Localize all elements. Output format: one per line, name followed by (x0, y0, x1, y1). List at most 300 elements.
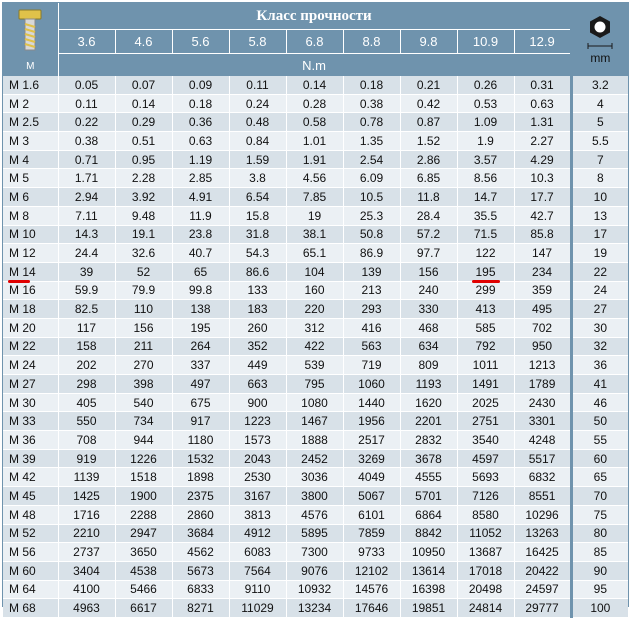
torque-value-cell: 2860 (172, 505, 229, 524)
torque-value-cell: 0.28 (286, 94, 343, 113)
torque-value-cell: 16398 (400, 580, 457, 599)
torque-value-cell: 0.18 (172, 94, 229, 113)
torque-value-cell: 10932 (286, 580, 343, 599)
torque-value-cell: 352 (229, 337, 286, 356)
torque-value-cell: 3.92 (115, 188, 172, 207)
bolt-size-cell: M 68 (3, 599, 58, 618)
torque-value-cell: 4597 (457, 449, 514, 468)
torque-value-cell: 1573 (229, 431, 286, 450)
torque-value-cell: 0.48 (229, 113, 286, 132)
torque-value-cell: 3800 (286, 487, 343, 506)
wrench-size-cell: 3.2 (571, 76, 628, 94)
torque-value-cell: 0.14 (286, 76, 343, 94)
bolt-size-cell: M 52 (3, 524, 58, 543)
torque-value-cell: 0.36 (172, 113, 229, 132)
torque-value-cell: 1.71 (58, 169, 115, 188)
torque-value-cell: 0.58 (286, 113, 343, 132)
torque-value-cell: 10.5 (343, 188, 400, 207)
torque-value-cell: 19.1 (115, 225, 172, 244)
torque-value-cell: 9110 (229, 580, 286, 599)
table-row (3, 318, 628, 337)
wrench-size-cell: 50 (571, 412, 628, 431)
wrench-size-cell: 13 (571, 206, 628, 225)
torque-value-cell: 919 (58, 449, 115, 468)
torque-value-cell: 0.21 (400, 76, 457, 94)
torque-value-cell: 0.14 (115, 94, 172, 113)
wrench-size-cell: 46 (571, 393, 628, 412)
table-row (3, 113, 628, 132)
hex-nut-icon (588, 15, 612, 39)
torque-value-cell: 5067 (343, 487, 400, 506)
torque-value-cell: 0.42 (400, 94, 457, 113)
torque-value-cell: 183 (229, 300, 286, 319)
torque-value-cell: 2.86 (400, 150, 457, 169)
table-row (3, 262, 628, 281)
torque-value-cell: 416 (343, 318, 400, 337)
torque-value-cell: 1080 (286, 393, 343, 412)
torque-value-cell: 7859 (343, 524, 400, 543)
torque-value-cell: 5466 (115, 580, 172, 599)
torque-value-cell: 20498 (457, 580, 514, 599)
torque-value-cell: 4562 (172, 543, 229, 562)
torque-value-cell: 0.11 (58, 94, 115, 113)
torque-value-cell: 3650 (115, 543, 172, 562)
wrench-size-cell: 32 (571, 337, 628, 356)
torque-value-cell: 52 (115, 262, 172, 281)
table-row (3, 356, 628, 375)
torque-value-cell: 2947 (115, 524, 172, 543)
torque-value-cell: 17646 (343, 599, 400, 618)
torque-value-cell: 1193 (400, 375, 457, 394)
table-row (3, 188, 628, 207)
torque-value-cell: 11052 (457, 524, 514, 543)
table-row (3, 580, 628, 599)
strength-class-header: 9.8 (400, 30, 457, 54)
torque-value-cell: 8271 (172, 599, 229, 618)
torque-value-cell: 1467 (286, 412, 343, 431)
torque-value-cell: 24597 (514, 580, 571, 599)
torque-value-cell: 202 (58, 356, 115, 375)
torque-value-cell: 312 (286, 318, 343, 337)
torque-value-cell: 35.5 (457, 206, 514, 225)
bolt-size-cell: M 1.6 (3, 76, 58, 94)
table-row (3, 76, 628, 94)
torque-value-cell: 6101 (343, 505, 400, 524)
torque-value-cell: 3301 (514, 412, 571, 431)
bolt-size-cell: M 8 (3, 206, 58, 225)
torque-value-cell: 4049 (343, 468, 400, 487)
torque-value-cell: 1425 (58, 487, 115, 506)
table-row (3, 225, 628, 244)
torque-value-cell: 4963 (58, 599, 115, 618)
torque-value-cell: 6864 (400, 505, 457, 524)
torque-value-cell: 3.8 (229, 169, 286, 188)
torque-value-cell: 1060 (343, 375, 400, 394)
torque-value-cell: 2430 (514, 393, 571, 412)
table-row (3, 431, 628, 450)
torque-value-cell: 1532 (172, 449, 229, 468)
wrench-unit-label: mm (590, 50, 611, 65)
unit-label: N.m (58, 54, 571, 77)
table-row (3, 337, 628, 356)
torque-value-cell: 1.01 (286, 132, 343, 151)
torque-value-cell: 1226 (115, 449, 172, 468)
torque-value-cell: 5673 (172, 561, 229, 580)
torque-value-cell: 6.09 (343, 169, 400, 188)
torque-value-cell: 213 (343, 281, 400, 300)
torque-value-cell: 4538 (115, 561, 172, 580)
torque-value-cell: 16425 (514, 543, 571, 562)
torque-value-cell: 1.91 (286, 150, 343, 169)
torque-value-cell: 138 (172, 300, 229, 319)
torque-value-cell: 13614 (400, 561, 457, 580)
torque-value-cell: 3540 (457, 431, 514, 450)
torque-value-cell: 14.7 (457, 188, 514, 207)
torque-value-cell: 156 (115, 318, 172, 337)
wrench-size-cell: 65 (571, 468, 628, 487)
torque-value-cell: 413 (457, 300, 514, 319)
torque-value-cell: 1213 (514, 356, 571, 375)
strength-class-header: 8.8 (343, 30, 400, 54)
torque-value-cell: 585 (457, 318, 514, 337)
torque-value-cell: 24814 (457, 599, 514, 618)
bolt-size-cell: M 39 (3, 449, 58, 468)
table-row (3, 468, 628, 487)
torque-value-cell: 10.3 (514, 169, 571, 188)
torque-value-cell: 2.94 (58, 188, 115, 207)
bolt-size-cell: M 14 (3, 262, 58, 281)
torque-value-cell: 2530 (229, 468, 286, 487)
wrench-size-cell: 95 (571, 580, 628, 599)
bolt-size-cell: M 30 (3, 393, 58, 412)
torque-value-cell: 139 (343, 262, 400, 281)
table-row (3, 487, 628, 506)
wrench-size-cell: 10 (571, 188, 628, 207)
torque-value-cell: 11029 (229, 599, 286, 618)
torque-value-cell: 1491 (457, 375, 514, 394)
torque-value-cell: 0.22 (58, 113, 115, 132)
torque-value-cell: 293 (343, 300, 400, 319)
wrench-size-cell: 75 (571, 505, 628, 524)
wrench-size-cell: 5.5 (571, 132, 628, 151)
wrench-size-cell: 4 (571, 94, 628, 113)
table-row (3, 169, 628, 188)
torque-value-cell: 65 (172, 262, 229, 281)
strength-class-header: 6.8 (286, 30, 343, 54)
torque-value-cell: 1620 (400, 393, 457, 412)
strength-class-header: 10.9 (457, 30, 514, 54)
torque-value-cell: 298 (58, 375, 115, 394)
torque-value-cell: 79.9 (115, 281, 172, 300)
torque-value-cell: 234 (514, 262, 571, 281)
torque-value-cell: 2751 (457, 412, 514, 431)
torque-value-cell: 950 (514, 337, 571, 356)
wrench-size-cell: 17 (571, 225, 628, 244)
torque-value-cell: 97.7 (400, 244, 457, 263)
torque-value-cell: 99.8 (172, 281, 229, 300)
torque-value-cell: 122 (457, 244, 514, 263)
torque-value-cell: 1180 (172, 431, 229, 450)
torque-value-cell: 86.6 (229, 262, 286, 281)
torque-value-cell: 4576 (286, 505, 343, 524)
torque-table-frame (2, 2, 629, 616)
torque-value-cell: 8842 (400, 524, 457, 543)
torque-value-cell: 2.85 (172, 169, 229, 188)
torque-value-cell: 2210 (58, 524, 115, 543)
torque-value-cell: 1716 (58, 505, 115, 524)
torque-value-cell: 1.09 (457, 113, 514, 132)
torque-value-cell: 11.8 (400, 188, 457, 207)
wrench-header-cell (571, 3, 628, 76)
bolt-size-cell: M 56 (3, 543, 58, 562)
torque-value-cell: 468 (400, 318, 457, 337)
torque-value-cell: 3678 (400, 449, 457, 468)
torque-value-cell: 13263 (514, 524, 571, 543)
torque-value-cell: 3167 (229, 487, 286, 506)
torque-value-cell: 25.3 (343, 206, 400, 225)
wrench-size-cell: 55 (571, 431, 628, 450)
wrench-size-cell: 24 (571, 281, 628, 300)
table-row (3, 206, 628, 225)
torque-value-cell: 5701 (400, 487, 457, 506)
torque-value-cell: 1223 (229, 412, 286, 431)
bolt-size-cell: M 5 (3, 169, 58, 188)
torque-value-cell: 0.95 (115, 150, 172, 169)
torque-value-cell: 3813 (229, 505, 286, 524)
torque-value-cell: 270 (115, 356, 172, 375)
torque-value-cell: 7.11 (58, 206, 115, 225)
torque-value-cell: 809 (400, 356, 457, 375)
torque-value-cell: 24.4 (58, 244, 115, 263)
bolt-size-cell: M 2 (3, 94, 58, 113)
torque-value-cell: 337 (172, 356, 229, 375)
torque-value-cell: 195 (457, 262, 514, 281)
torque-value-cell: 719 (343, 356, 400, 375)
torque-value-cell: 10296 (514, 505, 571, 524)
bolt-size-cell: M 10 (3, 225, 58, 244)
strength-class-header: 3.6 (58, 30, 115, 54)
torque-value-cell: 6.85 (400, 169, 457, 188)
wrench-size-cell: 41 (571, 375, 628, 394)
torque-value-cell: 14.3 (58, 225, 115, 244)
highlight-marker-size (8, 280, 30, 283)
torque-value-cell: 550 (58, 412, 115, 431)
torque-value-cell: 117 (58, 318, 115, 337)
torque-value-cell: 4912 (229, 524, 286, 543)
table-row (3, 505, 628, 524)
torque-value-cell: 260 (229, 318, 286, 337)
torque-value-cell: 2025 (457, 393, 514, 412)
torque-value-cell: 5517 (514, 449, 571, 468)
torque-table (3, 3, 628, 618)
torque-value-cell: 495 (514, 300, 571, 319)
torque-value-cell: 0.24 (229, 94, 286, 113)
torque-value-cell: 59.9 (58, 281, 115, 300)
torque-value-cell: 1139 (58, 468, 115, 487)
torque-value-cell: 795 (286, 375, 343, 394)
bolt-header-cell (3, 3, 58, 76)
torque-value-cell: 2452 (286, 449, 343, 468)
torque-value-cell: 2.28 (115, 169, 172, 188)
torque-value-cell: 422 (286, 337, 343, 356)
torque-value-cell: 449 (229, 356, 286, 375)
wrench-size-cell: 8 (571, 169, 628, 188)
torque-value-cell: 5895 (286, 524, 343, 543)
torque-value-cell: 4.91 (172, 188, 229, 207)
bolt-size-cell: M 24 (3, 356, 58, 375)
strength-class-header: 4.6 (115, 30, 172, 54)
torque-value-cell: 1.9 (457, 132, 514, 151)
torque-value-cell: 634 (400, 337, 457, 356)
torque-value-cell: 0.84 (229, 132, 286, 151)
table-row (3, 244, 628, 263)
torque-value-cell: 7.85 (286, 188, 343, 207)
bolt-size-cell: M 4 (3, 150, 58, 169)
torque-value-cell: 42.7 (514, 206, 571, 225)
torque-value-cell: 702 (514, 318, 571, 337)
torque-value-cell: 0.18 (343, 76, 400, 94)
torque-value-cell: 11.9 (172, 206, 229, 225)
torque-value-cell: 9076 (286, 561, 343, 580)
torque-value-cell: 1789 (514, 375, 571, 394)
torque-value-cell: 2288 (115, 505, 172, 524)
torque-value-cell: 8.56 (457, 169, 514, 188)
torque-value-cell: 15.8 (229, 206, 286, 225)
torque-value-cell: 195 (172, 318, 229, 337)
torque-value-cell: 2832 (400, 431, 457, 450)
wrench-size-cell: 90 (571, 561, 628, 580)
torque-value-cell: 792 (457, 337, 514, 356)
table-row (3, 393, 628, 412)
torque-value-cell: 8551 (514, 487, 571, 506)
bolt-size-cell: M 64 (3, 580, 58, 599)
torque-value-cell: 6.54 (229, 188, 286, 207)
table-row (3, 561, 628, 580)
torque-value-cell: 110 (115, 300, 172, 319)
wrench-size-cell: 27 (571, 300, 628, 319)
strength-class-header: 5.8 (229, 30, 286, 54)
torque-value-cell: 0.05 (58, 76, 115, 94)
torque-value-cell: 54.3 (229, 244, 286, 263)
torque-value-cell: 5693 (457, 468, 514, 487)
torque-value-cell: 6833 (172, 580, 229, 599)
wrench-size-cell: 80 (571, 524, 628, 543)
torque-value-cell: 158 (58, 337, 115, 356)
torque-value-cell: 2737 (58, 543, 115, 562)
torque-value-cell: 539 (286, 356, 343, 375)
table-row (3, 132, 628, 151)
table-row (3, 300, 628, 319)
torque-value-cell: 19 (286, 206, 343, 225)
torque-value-cell: 8580 (457, 505, 514, 524)
torque-value-cell: 675 (172, 393, 229, 412)
wrench-size-cell: 70 (571, 487, 628, 506)
torque-value-cell: 0.09 (172, 76, 229, 94)
torque-value-cell: 0.29 (115, 113, 172, 132)
torque-value-cell: 299 (457, 281, 514, 300)
wrench-size-cell: 30 (571, 318, 628, 337)
torque-value-cell: 23.8 (172, 225, 229, 244)
torque-value-cell: 3684 (172, 524, 229, 543)
torque-value-cell: 3.57 (457, 150, 514, 169)
torque-value-cell: 1956 (343, 412, 400, 431)
torque-value-cell: 57.2 (400, 225, 457, 244)
torque-value-cell: 3036 (286, 468, 343, 487)
torque-value-cell: 39 (58, 262, 115, 281)
torque-value-cell: 398 (115, 375, 172, 394)
torque-value-cell: 6617 (115, 599, 172, 618)
bolt-size-cell: M 3 (3, 132, 58, 151)
torque-value-cell: 4248 (514, 431, 571, 450)
bolt-size-cell: M 20 (3, 318, 58, 337)
torque-value-cell: 359 (514, 281, 571, 300)
torque-value-cell: 405 (58, 393, 115, 412)
table-row (3, 599, 628, 618)
torque-value-cell: 563 (343, 337, 400, 356)
torque-value-cell: 0.38 (58, 132, 115, 151)
torque-value-cell: 40.7 (172, 244, 229, 263)
torque-value-cell: 4.56 (286, 169, 343, 188)
bolt-size-cell: M 60 (3, 561, 58, 580)
wrench-size-cell: 36 (571, 356, 628, 375)
torque-value-cell: 540 (115, 393, 172, 412)
table-row (3, 449, 628, 468)
torque-value-cell: 1.35 (343, 132, 400, 151)
torque-value-cell: 1440 (343, 393, 400, 412)
table-row (3, 94, 628, 113)
bolt-size-cell: M 12 (3, 244, 58, 263)
torque-value-cell: 2517 (343, 431, 400, 450)
torque-value-cell: 944 (115, 431, 172, 450)
torque-value-cell: 133 (229, 281, 286, 300)
torque-value-cell: 104 (286, 262, 343, 281)
torque-value-cell: 2.27 (514, 132, 571, 151)
torque-value-cell: 7300 (286, 543, 343, 562)
wrench-size-cell: 5 (571, 113, 628, 132)
wrench-size-cell: 85 (571, 543, 628, 562)
table-row (3, 281, 628, 300)
torque-value-cell: 17.7 (514, 188, 571, 207)
torque-value-cell: 29777 (514, 599, 571, 618)
torque-value-cell: 38.1 (286, 225, 343, 244)
table-row (3, 524, 628, 543)
torque-value-cell: 10950 (400, 543, 457, 562)
torque-value-cell: 156 (400, 262, 457, 281)
torque-value-cell: 900 (229, 393, 286, 412)
torque-value-cell: 734 (115, 412, 172, 431)
bolt-size-cell: M 27 (3, 375, 58, 394)
bolt-size-cell: M 45 (3, 487, 58, 506)
torque-value-cell: 0.31 (514, 76, 571, 94)
torque-value-cell: 0.63 (514, 94, 571, 113)
torque-value-cell: 19851 (400, 599, 457, 618)
wrench-size-cell: 22 (571, 262, 628, 281)
wrench-size-cell: 7 (571, 150, 628, 169)
bolt-size-cell: M 16 (3, 281, 58, 300)
torque-value-cell: 917 (172, 412, 229, 431)
torque-value-cell: 85.8 (514, 225, 571, 244)
torque-value-cell: 7126 (457, 487, 514, 506)
table-row (3, 543, 628, 562)
torque-value-cell: 4.29 (514, 150, 571, 169)
table-row (3, 150, 628, 169)
torque-value-cell: 1898 (172, 468, 229, 487)
table-row (3, 375, 628, 394)
torque-value-cell: 1011 (457, 356, 514, 375)
torque-value-cell: 2375 (172, 487, 229, 506)
torque-value-cell: 32.6 (115, 244, 172, 263)
torque-value-cell: 1518 (115, 468, 172, 487)
